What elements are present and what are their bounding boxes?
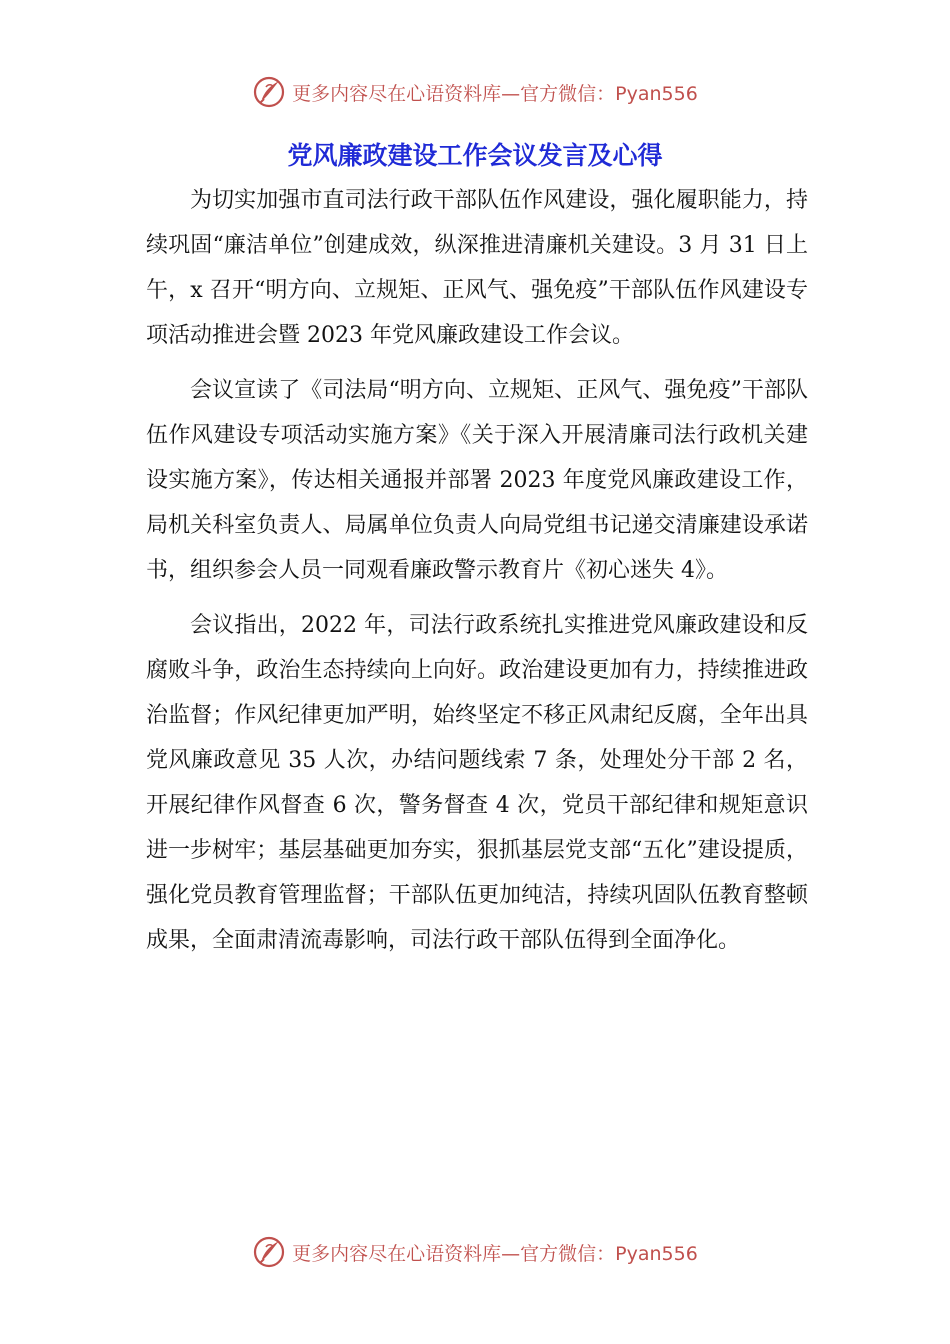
- feather-heart-logo-icon: [252, 75, 286, 109]
- banner-text: 更多内容尽在心语资料库—官方微信：Pyan556: [292, 1242, 698, 1265]
- paragraph-3: 会议指出，2022 年，司法行政系统扎实推进党风廉政建设和反腐败斗争，政治生态持续向上向好。政治建设更加有力，持续推进政治监督；作风纪律更加严明，始终坚定不移正风肃纪反腐，全年出具党风廉政意见 35 人次，办结问题线索 7 条，处理处分干部 2 名，开展纪律作风督查 6 次，警务督查 4 次，党员干部纪律和规矩意识进一步树牢；基层基础更加夯实，狠抓基层党支部“五化”建设提质，强化党员教育管理监督；干部队伍更加纯洁，持续巩固队伍教育整顿成果，全面肃清流毒影响，司法行政干部队伍得到全面净化。: [146, 613, 808, 953]
- banner-text: 更多内容尽在心语资料库—官方微信：Pyan556: [292, 82, 698, 105]
- header-banner: [0, 72, 950, 112]
- page-title: 党风廉政建设工作会议发言及心得: [287, 141, 663, 170]
- footer-banner: [0, 1232, 950, 1272]
- paragraph-1: 为切实加强市直司法行政干部队伍作风建设，强化履职能力，持续巩固“廉洁单位”创建成效，纵深推进清廉机关建设。3 月 31 日上午，x 召开“明方向、立规矩、正风气、强免疫”干部队伍作风建设专项活动推进会暨 2023 年党风廉政建设工作会议。: [146, 188, 808, 348]
- document-body: [146, 178, 808, 973]
- feather-heart-logo-icon: [252, 1235, 286, 1269]
- paragraph-2: 会议宣读了《司法局“明方向、立规矩、正风气、强免疫”干部队伍作风建设专项活动实施方案》《关于深入开展清廉司法行政机关建设实施方案》，传达相关通报并部署 2023 年度党风廉政建设工作，局机关科室负责人、局属单位负责人向局党组书记递交清廉建设承诺书，组织参会人员一同观看廉政警示教育片《初心迷失 4》。: [146, 378, 808, 583]
